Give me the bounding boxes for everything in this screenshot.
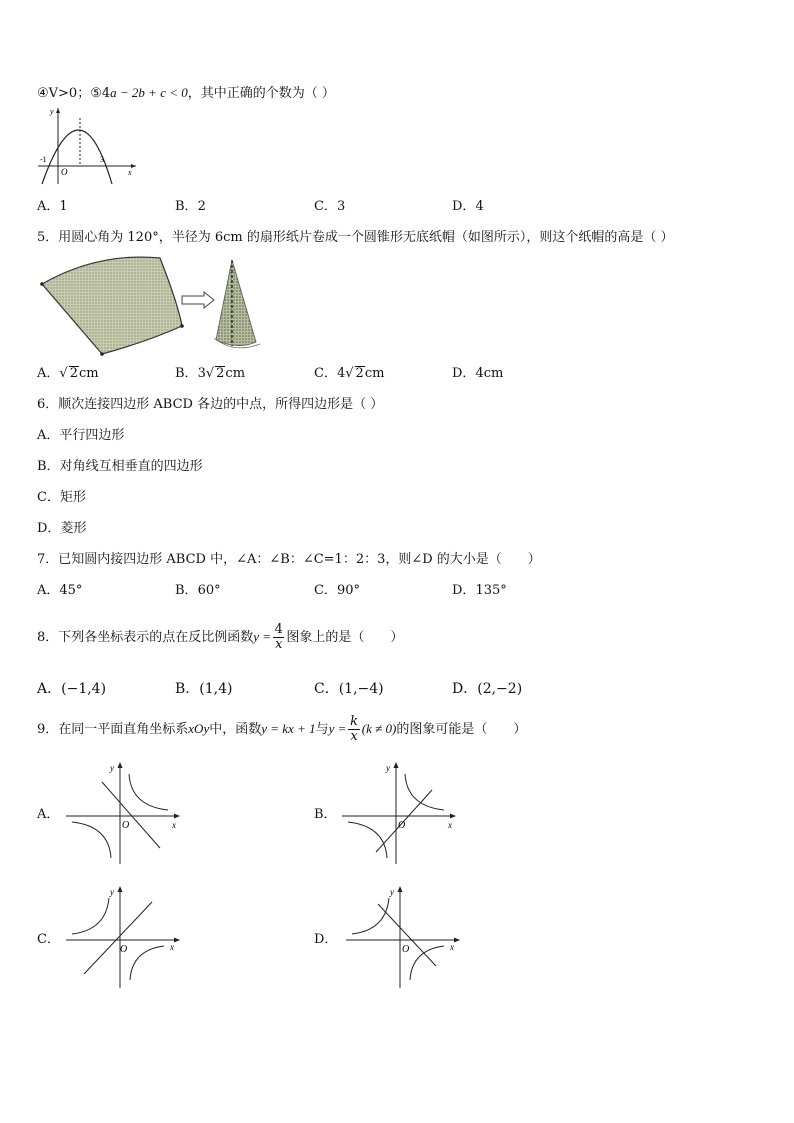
q9-stem-prefix: 9．在同一平面直角坐标系 [37, 722, 189, 737]
hyperbola-branch-q3 [348, 822, 387, 858]
q4-y-label: y [50, 107, 54, 116]
q7-option-c[interactable] [314, 582, 360, 600]
q7-option-b[interactable] [175, 582, 221, 600]
x-arrow [454, 938, 460, 943]
q8-fraction [273, 623, 284, 652]
option-text: 菱形 [60, 521, 87, 536]
option-letter: A． [37, 366, 60, 381]
hyperbola-branch-q1 [129, 774, 168, 810]
q5-transform-arrow-icon [182, 292, 214, 308]
q9-option-a-graph[interactable] [64, 760, 184, 864]
sqrt-sign: √ [205, 366, 215, 381]
sqrt-radicand: 2 [355, 366, 364, 381]
q8-option-b[interactable] [175, 680, 233, 698]
x-label: x [170, 942, 174, 952]
option-letter: C． [37, 490, 60, 505]
q9-mid1: 中，函数 [209, 722, 262, 737]
option-text: (2,−2) [477, 681, 523, 697]
option-letter: C． [314, 681, 339, 697]
option-letter: B． [175, 366, 198, 381]
option-letter: B． [175, 681, 200, 697]
hyperbola-branch-q1 [405, 774, 444, 810]
q9-stem-suffix: 的图象可能是（ ） [396, 722, 527, 737]
origin-label: O [402, 944, 410, 955]
option-text: (1,4) [199, 681, 233, 697]
q9-func2-lhs: y = [328, 721, 347, 736]
option-letter: A． [37, 428, 60, 443]
q8-stem [37, 620, 403, 655]
q5-option-b[interactable] [175, 365, 245, 383]
y-label: y [110, 763, 114, 773]
q7-option-a[interactable] [37, 582, 82, 600]
q4-cond5-expr: a − 2b + c < 0 [110, 85, 188, 100]
q9-frac-den: x [350, 729, 358, 744]
q4-pos-root-label: 3 [100, 155, 104, 164]
option-text: 60° [197, 583, 221, 598]
option-letter: D． [452, 199, 476, 214]
origin-label: O [120, 944, 128, 955]
y-label: y [386, 763, 390, 773]
option-letter: D． [37, 521, 61, 536]
y-arrow [118, 762, 123, 768]
q5-cone [216, 260, 256, 346]
q4-parabola-graph [36, 104, 140, 186]
option-letter: B． [175, 199, 198, 214]
q7-option-d[interactable] [452, 582, 507, 600]
q4-x-label: x [128, 168, 132, 177]
q4-stem-prefix: ④ [37, 86, 49, 101]
option-coef: 4 [336, 366, 346, 381]
option-text: 平行四边形 [59, 428, 125, 443]
q7-stem: 7．已知圆内接四边形 ABCD 中，∠A：∠B：∠C=1：2：3，则∠D 的大小是（ ） [37, 552, 541, 567]
q9-cond: (k ≠ 0) [361, 721, 397, 736]
q5-sector-vertex-left [40, 282, 44, 286]
y-arrow [394, 762, 399, 768]
q6-option-a[interactable] [37, 427, 124, 445]
option-unit: cm [364, 366, 385, 381]
q9-option-d-label[interactable]: D． [314, 932, 338, 947]
line-graph [84, 902, 152, 974]
q9-frac-num: k [350, 714, 359, 729]
q5-stem: 5．用圆心角为 120°，半径为 6cm 的扇形纸片卷成一个圆锥形无底纸帽（如图所示），则这个纸帽的高是（ ） [37, 230, 674, 245]
option-letter: C． [314, 583, 337, 598]
option-letter: A． [37, 583, 60, 598]
sqrt-sign: √ [59, 366, 68, 381]
option-text: 1 [59, 199, 68, 214]
q4-origin-label: O [61, 167, 68, 177]
option-coef: 3 [197, 366, 206, 381]
q8-func-lhs: y = [253, 629, 272, 644]
option-letter: B． [175, 583, 198, 598]
q5-sector-vertex-bottom [100, 352, 104, 356]
q9-func1: y = kx + 1 [261, 721, 316, 736]
x-label: x [172, 820, 176, 830]
hyperbola-branch-q4 [410, 946, 444, 980]
sqrt-radicand: 2 [216, 366, 225, 381]
q4-cond5-coef: 4 [101, 86, 111, 101]
hyperbola-branch-q3 [72, 822, 111, 858]
option-text: 3 [336, 199, 346, 214]
q4-option-b[interactable] [175, 198, 206, 216]
q4-y-arrow [56, 108, 60, 113]
y-label: y [110, 887, 114, 897]
q4-option-d[interactable] [452, 198, 484, 216]
option-text: 矩形 [59, 490, 86, 505]
q4-x-arrow [131, 164, 136, 168]
option-text: 90° [336, 583, 360, 598]
q5-sector-cone-figure [38, 254, 270, 358]
q8-stem-suffix: 图象上的是（ ） [286, 630, 404, 645]
sqrt-sign: √ [345, 366, 354, 381]
x-arrow [174, 814, 180, 819]
q9-stem [37, 712, 526, 747]
option-text: (1,−4) [338, 681, 384, 697]
q8-option-a[interactable] [37, 680, 106, 698]
x-arrow [174, 938, 180, 943]
option-text: 2 [197, 199, 206, 214]
q9-option-d-graph[interactable] [344, 884, 464, 988]
origin-label: O [398, 820, 406, 831]
q8-frac-den: x [275, 637, 283, 652]
q4-stem-suffix: ，其中正确的个数为（ ） [187, 86, 335, 101]
q5-option-c[interactable] [314, 365, 384, 383]
q5-sector [42, 257, 182, 354]
option-letter: D． [452, 681, 478, 697]
q4-neg-root-label: -1 [40, 155, 47, 164]
hyperbola-branch-q4 [130, 946, 164, 980]
x-arrow [450, 814, 456, 819]
q8-stem-prefix: 8．下列各坐标表示的点在反比例函数 [37, 630, 254, 645]
q9-option-c-label[interactable]: C． [37, 932, 60, 947]
q8-option-c[interactable] [314, 680, 384, 698]
q6-option-d[interactable] [37, 520, 86, 538]
option-letter: B． [37, 459, 60, 474]
sqrt-radicand: 2 [69, 366, 78, 381]
q9-option-a-label[interactable]: A． [37, 807, 60, 822]
q9-option-b-graph[interactable] [340, 760, 460, 864]
q5-option-a[interactable] [37, 365, 99, 383]
q9-mid2: 与 [315, 722, 329, 737]
q8-option-d[interactable] [452, 680, 522, 698]
option-text: 4 [475, 199, 484, 214]
q9-option-b-label[interactable]: B． [314, 807, 337, 822]
q6-stem: 6．顺次连接四边形 ABCD 各边的中点，所得四边形是（ ） [37, 397, 384, 412]
option-text: 4cm [475, 366, 504, 381]
option-text: (−1,4) [61, 681, 107, 697]
q9-option-c-graph[interactable] [64, 884, 184, 988]
x-label: x [448, 820, 452, 830]
y-arrow [118, 886, 123, 892]
q6-option-c[interactable] [37, 489, 86, 507]
q5-sector-vertex-right [180, 324, 184, 328]
option-letter: C． [314, 366, 337, 381]
line-graph [378, 904, 436, 966]
q5-option-d[interactable] [452, 365, 503, 383]
q4-stem [37, 84, 335, 103]
option-letter: D． [452, 583, 476, 598]
option-text: 135° [475, 583, 507, 598]
q9-system: xOy [188, 721, 210, 736]
q9-fraction [348, 715, 359, 744]
y-label: y [390, 887, 394, 897]
q4-cond4: V>0；⑤ [48, 86, 102, 101]
option-text: 45° [59, 583, 83, 598]
origin-label: O [122, 820, 130, 831]
q4-option-c[interactable] [314, 198, 345, 216]
hyperbola-branch-q2 [352, 898, 389, 934]
option-letter: A． [37, 199, 60, 214]
q6-option-b[interactable] [37, 458, 203, 476]
option-unit: cm [225, 366, 246, 381]
line-graph [102, 782, 160, 848]
x-label: x [450, 942, 454, 952]
q4-option-a[interactable] [37, 198, 68, 216]
y-arrow [398, 886, 403, 892]
option-letter: C． [314, 199, 337, 214]
q8-frac-num: 4 [274, 622, 283, 637]
option-letter: A． [37, 681, 62, 697]
option-letter: D． [452, 366, 476, 381]
option-text: 对角线互相垂直的四边形 [59, 459, 203, 474]
hyperbola-branch-q2 [72, 898, 109, 934]
option-unit: cm [78, 366, 99, 381]
